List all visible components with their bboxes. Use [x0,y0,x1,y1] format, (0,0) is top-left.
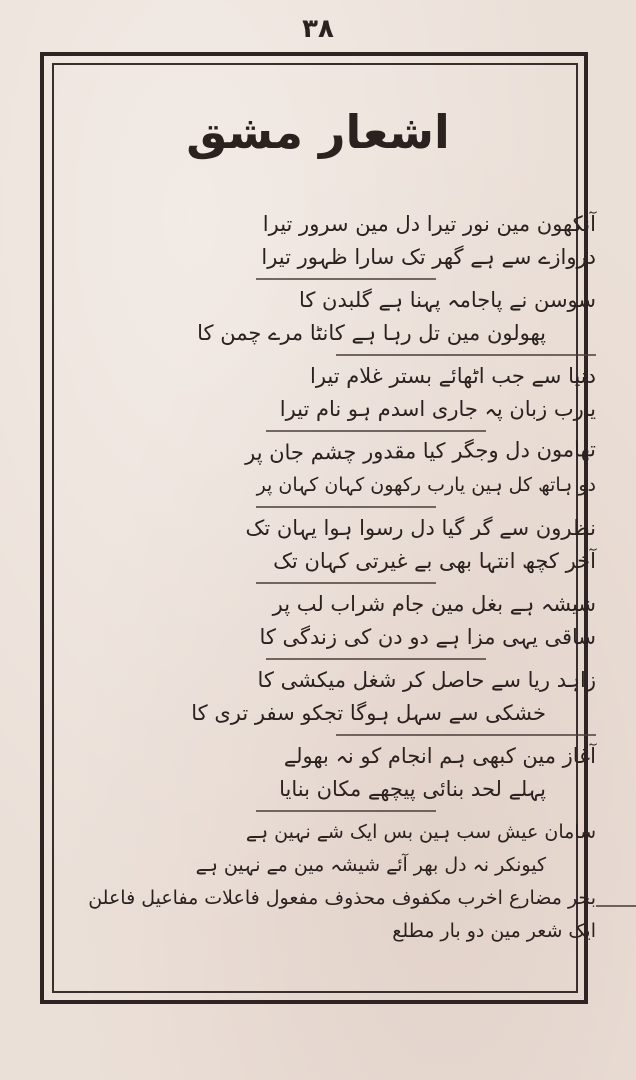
verse-line: زاہد ریا سے حاصل کر شغل میکشی کا [257,668,596,692]
verse-line: خشکی سے سہل ہوگا تجکو سفر تری کا [191,701,546,725]
margin-rule [596,905,636,907]
verse-separator [256,278,436,280]
verse-line: سامان عیش سب ہین بس ایک شے نہین ہے [245,821,596,843]
verse-line: ساقی یہی مزا ہے دو دن کی زندگی کا [259,625,596,649]
verse-separator [336,354,596,356]
verse-line: شیشہ ہے بغل مین جام شراب لب پر [272,592,596,616]
verse-separator [266,430,486,432]
verse-separator [256,810,436,812]
verse-line: دروازے سے ہے گھر تک سارا ظہور تیرا [261,245,596,269]
verse-line: آخر کچھ انتہا بھی بے غیرتی کہان تک [273,549,596,573]
meter-note: بحر مضارع اخرب مکفوف محذوف مفعول فاعلات مفاعیل فاعلن [88,887,596,909]
verse-separator [256,506,436,508]
verse-line: آنکھون مین نور تیرا دل مین سرور تیرا [262,212,596,236]
verse-separator [266,658,486,660]
verse-line: دو ہاتھ کل ہین یارب رکھون کہان کہان پر [256,474,596,496]
page-number: ۳۸ [302,14,334,44]
verse-line: کیونکر نہ دل بھر آئے شیشہ مین مے نہین ہے [195,854,546,876]
verse-line: یارب زبان پہ جاری اسدم ہو نام تیرا [279,397,596,421]
verse-line: پھولون مین تل رہا ہے کانٹا مرے چمن کا [197,321,546,345]
page-title: اشعار مشق [186,105,450,159]
verse-separator [336,734,596,736]
verse-line: سوسن نے پاجامہ پہنا ہے گلبدن کا [298,288,596,312]
matla-note: ایک شعر مین دو بار مطلع [392,920,596,942]
verse-block [66,210,596,950]
verse-line: نظرون سے گر گیا دل رسوا ہوا یہان تک [245,516,596,540]
verse-line: تھامون دل وجگر کیا مقدور چشم جان پر [244,437,597,465]
verse-line: پہلے لحد بنائی پیچھے مکان بنایا [279,777,546,801]
verse-line: دنیا سے جب اٹھائے بستر غلام تیرا [309,364,596,388]
verse-line: آغاز مین کبھی ہم انجام کو نہ بھولے [283,744,596,768]
verse-separator [256,582,436,584]
